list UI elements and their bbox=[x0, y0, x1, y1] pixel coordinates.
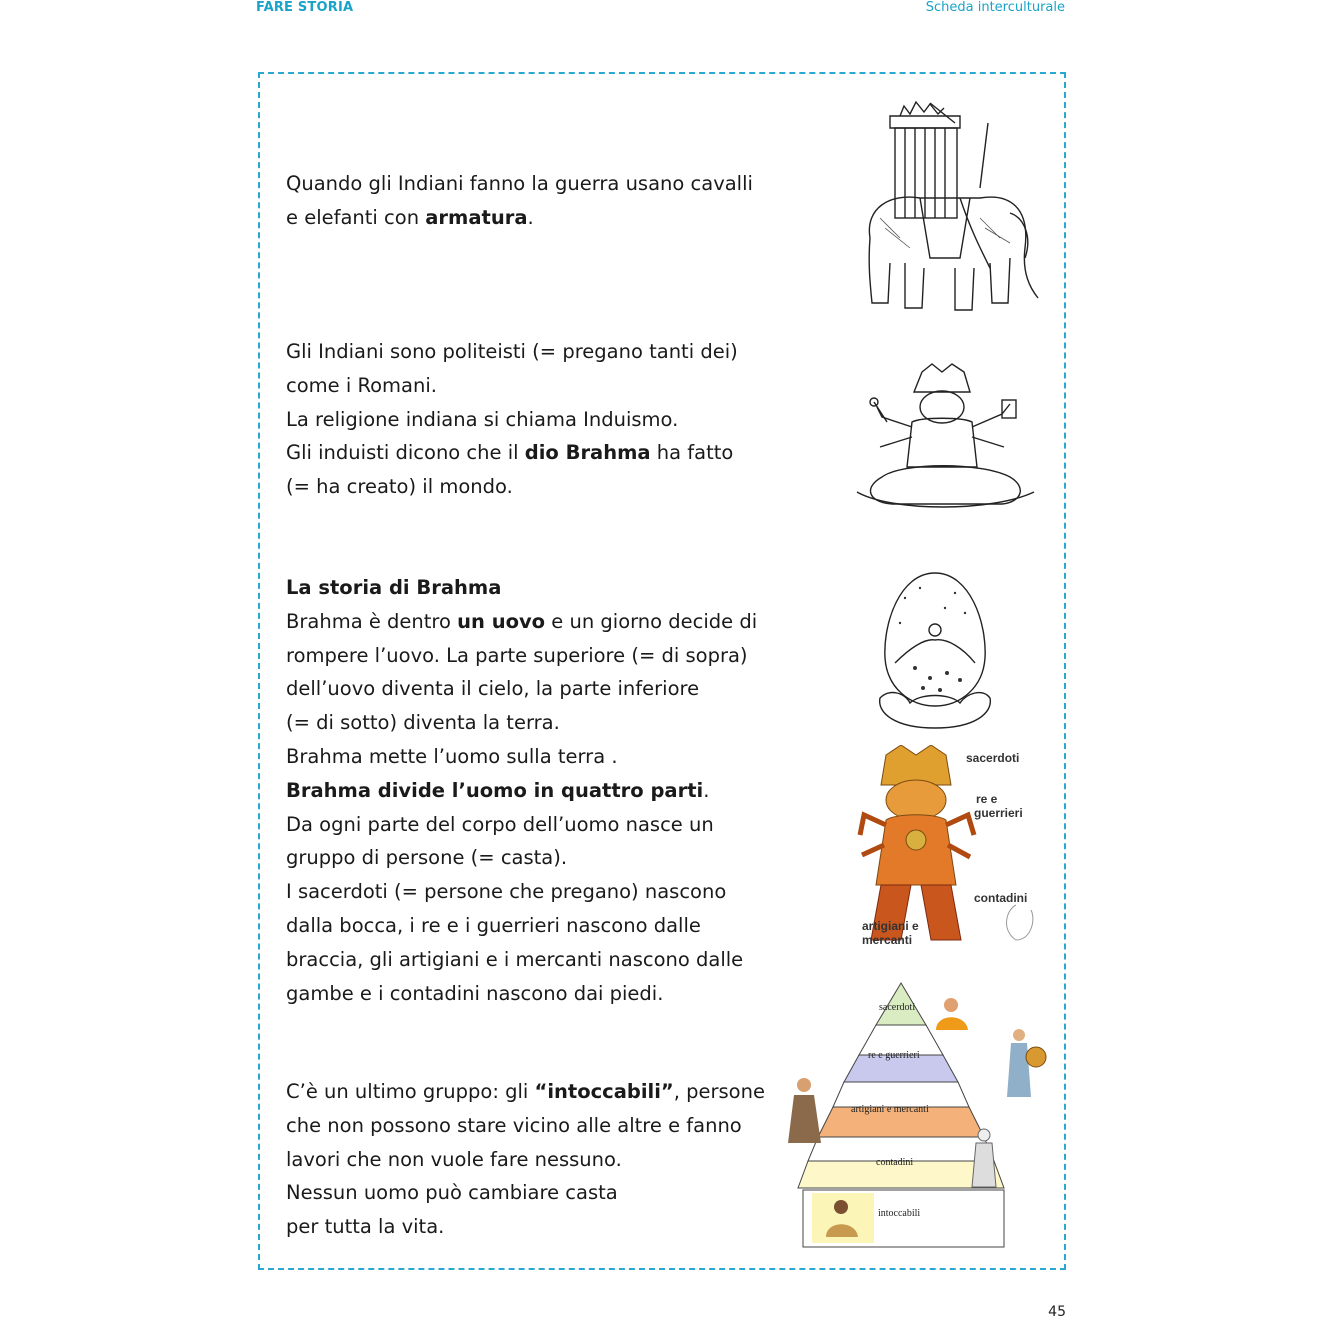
label-contadini: contadini bbox=[974, 891, 1028, 905]
pyramid-label-sacerdoti: sacerdoti bbox=[879, 1002, 916, 1013]
text-line: Gli induisti dicono che il dio Brahma ha fatto bbox=[286, 441, 734, 465]
text-line: (= di sotto) diventa la terra. bbox=[286, 711, 560, 735]
bold-term: armatura bbox=[425, 205, 528, 229]
bold-term: “intoccabili” bbox=[534, 1080, 674, 1103]
header-worksheet-label: Scheda interculturale bbox=[925, 0, 1065, 15]
text-line: che non possono stare vicino alle altre e fanno bbox=[286, 1113, 742, 1137]
text-block-religion bbox=[286, 335, 766, 504]
text-line: Quando gli Indiani fanno la guerra usano cavalli bbox=[286, 172, 753, 195]
text-line: e elefanti con armatura. bbox=[286, 205, 534, 229]
brahma-seated-illustration bbox=[852, 362, 1038, 512]
label-sacerdoti: sacerdoti bbox=[966, 751, 1020, 765]
bold-term: dio Brahma bbox=[524, 441, 651, 465]
text-line: La religione indiana si chiama Induismo. bbox=[286, 407, 679, 431]
text-line: Brahma divide l’uomo in quattro parti. bbox=[286, 778, 710, 802]
merchant-figure bbox=[788, 1078, 821, 1143]
text-line: lavori che non vuole fare nessuno. bbox=[286, 1147, 622, 1171]
war-elephant-illustration bbox=[860, 98, 1045, 318]
untouchable-figure bbox=[812, 1193, 874, 1243]
brahma-colored-figure bbox=[860, 745, 974, 940]
text-line: Da ogni parte del corpo dell’uomo nasce un bbox=[286, 812, 714, 836]
text-line: I sacerdoti (= persone che pregano) nascono bbox=[286, 880, 727, 904]
text-line: braccia, gli artigiani e i mercanti nascono dalle bbox=[286, 947, 744, 971]
text-line: rompere l’uovo. La parte superiore (= di sopra) bbox=[286, 643, 748, 667]
page-number: 45 bbox=[1048, 1304, 1066, 1320]
text-line: C’è un ultimo gruppo: gli “intoccabili”, persone bbox=[286, 1080, 765, 1103]
pyramid-label-artigiani: artigiani e mercanti bbox=[851, 1104, 929, 1115]
text-line: per tutta la vita. bbox=[286, 1215, 445, 1239]
pyramid-label-intoccabili: intoccabili bbox=[878, 1208, 921, 1219]
text-block-war bbox=[286, 167, 766, 235]
text-block-brahma-story bbox=[286, 571, 766, 1010]
section-heading: La storia di Brahma bbox=[286, 576, 502, 599]
pyramid-label-contadini: contadini bbox=[876, 1157, 914, 1168]
label-re: re e bbox=[976, 792, 998, 806]
text-line: dell’uovo diventa il cielo, la parte inferiore bbox=[286, 677, 700, 701]
text-line: Brahma è dentro un uovo e un giorno decide di bbox=[286, 609, 758, 633]
text-line: dalla bocca, i re e i guerrieri nascono dalle bbox=[286, 913, 701, 937]
text-line: Nessun uomo può cambiare casta bbox=[286, 1181, 618, 1205]
caste-pyramid-diagram bbox=[786, 975, 1048, 1250]
cosmic-egg-illustration bbox=[875, 568, 995, 733]
bold-term: un uovo bbox=[457, 609, 546, 633]
priest-figure bbox=[936, 998, 968, 1030]
label-guerrieri: guerrieri bbox=[974, 806, 1023, 820]
text-line: gambe e i contadini nascono dai piedi. bbox=[286, 981, 664, 1005]
label-mercanti: mercanti bbox=[862, 933, 913, 947]
pyramid-label-re: re e guerrieri bbox=[868, 1050, 920, 1061]
text-line: come i Romani. bbox=[286, 373, 437, 397]
text-line: gruppo di persone (= casta). bbox=[286, 846, 568, 870]
header-section-title: FARE STORIA bbox=[256, 0, 354, 15]
bold-term: Brahma divide l’uomo in quattro parti bbox=[286, 778, 704, 802]
text-line: Gli Indiani sono politeisti (= pregano tanti dei) bbox=[286, 340, 738, 363]
label-artigiani: artigiani e bbox=[862, 919, 919, 933]
warrior-figure bbox=[1007, 1029, 1046, 1097]
text-line: Brahma mette l’uomo sulla terra . bbox=[286, 744, 618, 768]
text-line: (= ha creato) il mondo. bbox=[286, 475, 513, 499]
text-block-untouchables bbox=[286, 1075, 766, 1244]
brahma-castes-figure bbox=[856, 745, 1046, 955]
